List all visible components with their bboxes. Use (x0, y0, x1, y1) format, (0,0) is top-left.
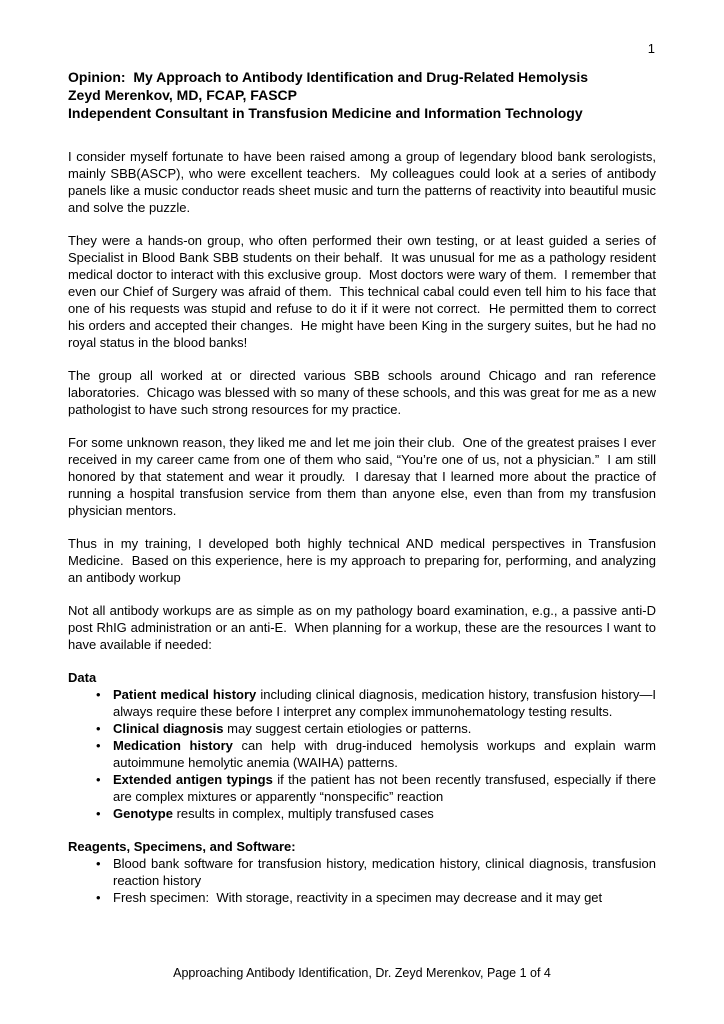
author-line: Zeyd Merenkov, MD, FCAP, FASCP (68, 87, 297, 103)
bullet-icon: • (96, 738, 101, 753)
paragraph-workup-resources: Not all antibody workups are as simple as on my pathology board examination, e.g., a passive anti-D post RhIG administration or an anti-E. When planning for a workup, these are the resources I want to have available if needed: (68, 603, 660, 652)
bullet-body: results in complex, multiply transfused cases (172, 806, 434, 821)
bullet-text (113, 855, 660, 889)
list-item-fresh-specimen (96, 889, 656, 906)
page-number: 1 (647, 41, 655, 56)
list-item-blood-bank-software (96, 855, 660, 889)
list-item-clinical-diagnosis (96, 720, 656, 737)
section-heading-data: Data (68, 670, 97, 685)
list-item-medication-history (96, 737, 660, 771)
page-footer: Approaching Antibody Identification, Dr. Zeyd Merenkov, Page 1 of 4 (173, 966, 551, 980)
document-header (68, 68, 656, 122)
bullet-body: may suggest certain etiologies or patterns. (223, 721, 472, 736)
bullet-icon: • (96, 772, 101, 787)
bullet-body: Fresh specimen: With storage, reactivity in a specimen may decrease and it may get (113, 890, 603, 905)
bullet-body: if the patient has not been recently transfused, especially if there are complex mixtures or apparently “nonspecific” reaction (113, 772, 660, 804)
list-item-patient-medical-history (96, 686, 660, 720)
bullet-lead-bold: Genotype (113, 806, 173, 821)
paragraph-join-club: For some unknown reason, they liked me and let me join their club. One of the greatest praises I ever received in my career came from one of them who said, “You’re one of us, not a physician.” I am still honored by that statement and wear it proudly. I daresay that I learned more about the practice of running a hospital transfusion service from them than anyone else, even than from my transfusion physician mentors. (68, 435, 660, 518)
bullet-text (113, 686, 660, 720)
bullet-lead-bold: Patient medical history (113, 687, 257, 702)
bullet-text (113, 737, 660, 771)
bullet-text (113, 889, 656, 906)
paragraph-hands-on-group: They were a hands-on group, who often performed their own testing, or at least guided a series of Specialist in Blood Bank SBB students on their behalf. It was unusual for me as a pathology resident medical doctor to interact with this exclusive group. Most doctors were wary of them. I remember that even our Chief of Surgery was afraid of them. This technical cabal could even tell him to his face that one of his requests was stupid and refuse to do it if it were not correct. He permitted them to correct his orders and accepted their changes. He might have been King in the surgery suites, but he had no royal status in the blood banks! (68, 233, 660, 350)
bullet-text (113, 771, 660, 805)
bullet-lead-bold: Medication history (113, 738, 233, 753)
document-title: Opinion: My Approach to Antibody Identification and Drug-Related Hemolysis (68, 69, 589, 85)
list-item-extended-antigen-typings (96, 771, 660, 805)
bullet-lead-bold: Clinical diagnosis (113, 721, 224, 736)
bullet-icon: • (96, 687, 101, 702)
bullet-icon: • (96, 721, 101, 736)
section-heading-reagents: Reagents, Specimens, and Software: (68, 839, 296, 854)
list-item-genotype (96, 805, 656, 822)
paragraph-sbb-schools: The group all worked at or directed various SBB schools around Chicago and ran reference laboratories. Chicago was blessed with so many of these schools, and this was great for me as a new pathologist to have such strong resources for my practice. (68, 368, 660, 417)
bullet-icon: • (96, 856, 101, 871)
affiliation-line: Independent Consultant in Transfusion Medicine and Information Technology (68, 105, 583, 121)
bullet-body: including clinical diagnosis, medication history, transfusion history—I always require these before I interpret any complex immunohematology testing results. (113, 687, 660, 719)
bullet-lead-bold: Extended antigen typings (113, 772, 273, 787)
bullet-text (113, 805, 656, 822)
bullet-body: Blood bank software for transfusion history, medication history, clinical diagnosis, transfusion reaction history (113, 856, 660, 888)
document-content (68, 68, 660, 906)
bullet-icon: • (96, 890, 101, 905)
bullet-icon: • (96, 806, 101, 821)
bullet-body: can help with drug-induced hemolysis workups and explain warm autoimmune hemolytic anemia (WAIHA) patterns. (113, 738, 660, 770)
bullet-text (113, 720, 656, 737)
paragraph-intro: I consider myself fortunate to have been raised among a group of legendary blood bank serologists, mainly SBB(ASCP), who were excellent teachers. My colleagues could look at a series of antibody panels like a music conductor reads sheet music and turn the patterns of reactivity into beautiful music and solve the puzzle. (68, 149, 660, 215)
paragraph-training: Thus in my training, I developed both highly technical AND medical perspectives in Transfusion Medicine. Based on this experience, here is my approach to preparing for, performing, and analyzing an antibody workup (68, 536, 660, 585)
